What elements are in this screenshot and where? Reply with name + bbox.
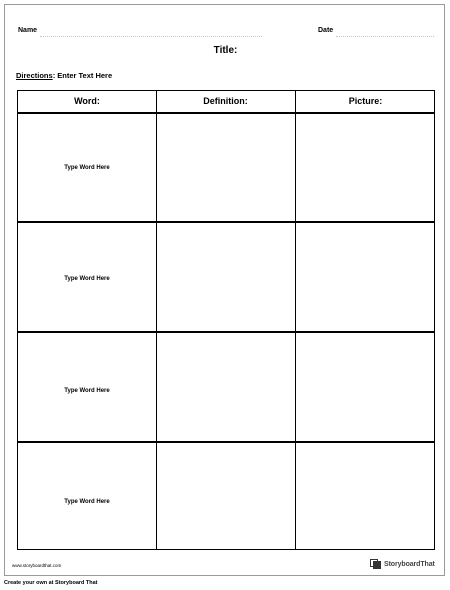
worksheet-title[interactable]: Title:: [213, 45, 238, 56]
name-label: Name: [18, 27, 38, 34]
column-header-definition: Definition:: [203, 96, 248, 106]
column-header-picture: Picture:: [348, 96, 383, 106]
directions-label: Directions: [16, 71, 53, 80]
date-label: Date: [318, 27, 334, 34]
row-divider: [18, 331, 434, 333]
word-cell[interactable]: Type Word Here: [64, 276, 110, 282]
row-divider: [18, 441, 434, 443]
create-your-own-link[interactable]: Create your own at Storyboard That: [4, 580, 98, 586]
footer-url: www.storyboardthat.com: [12, 563, 62, 568]
word-cell[interactable]: Type Word Here: [64, 388, 110, 394]
column-divider: [295, 91, 296, 549]
word-cell[interactable]: Type Word Here: [64, 499, 110, 505]
header-divider: [18, 112, 434, 114]
directions-text: : Enter Text Here: [52, 71, 113, 80]
storyboard-logo-icon: [370, 559, 382, 569]
logo-text: StoryboardThat: [384, 560, 435, 568]
directions[interactable]: [16, 71, 112, 80]
row-divider: [18, 221, 434, 223]
storyboardthat-logo: [370, 559, 435, 569]
column-divider: [156, 91, 157, 549]
date-field[interactable]: [336, 36, 434, 37]
word-cell[interactable]: Type Word Here: [64, 165, 110, 171]
column-header-word: Word:: [74, 96, 100, 106]
worksheet-page: [4, 4, 445, 576]
vocabulary-table: [17, 90, 435, 550]
name-field[interactable]: [40, 36, 262, 37]
